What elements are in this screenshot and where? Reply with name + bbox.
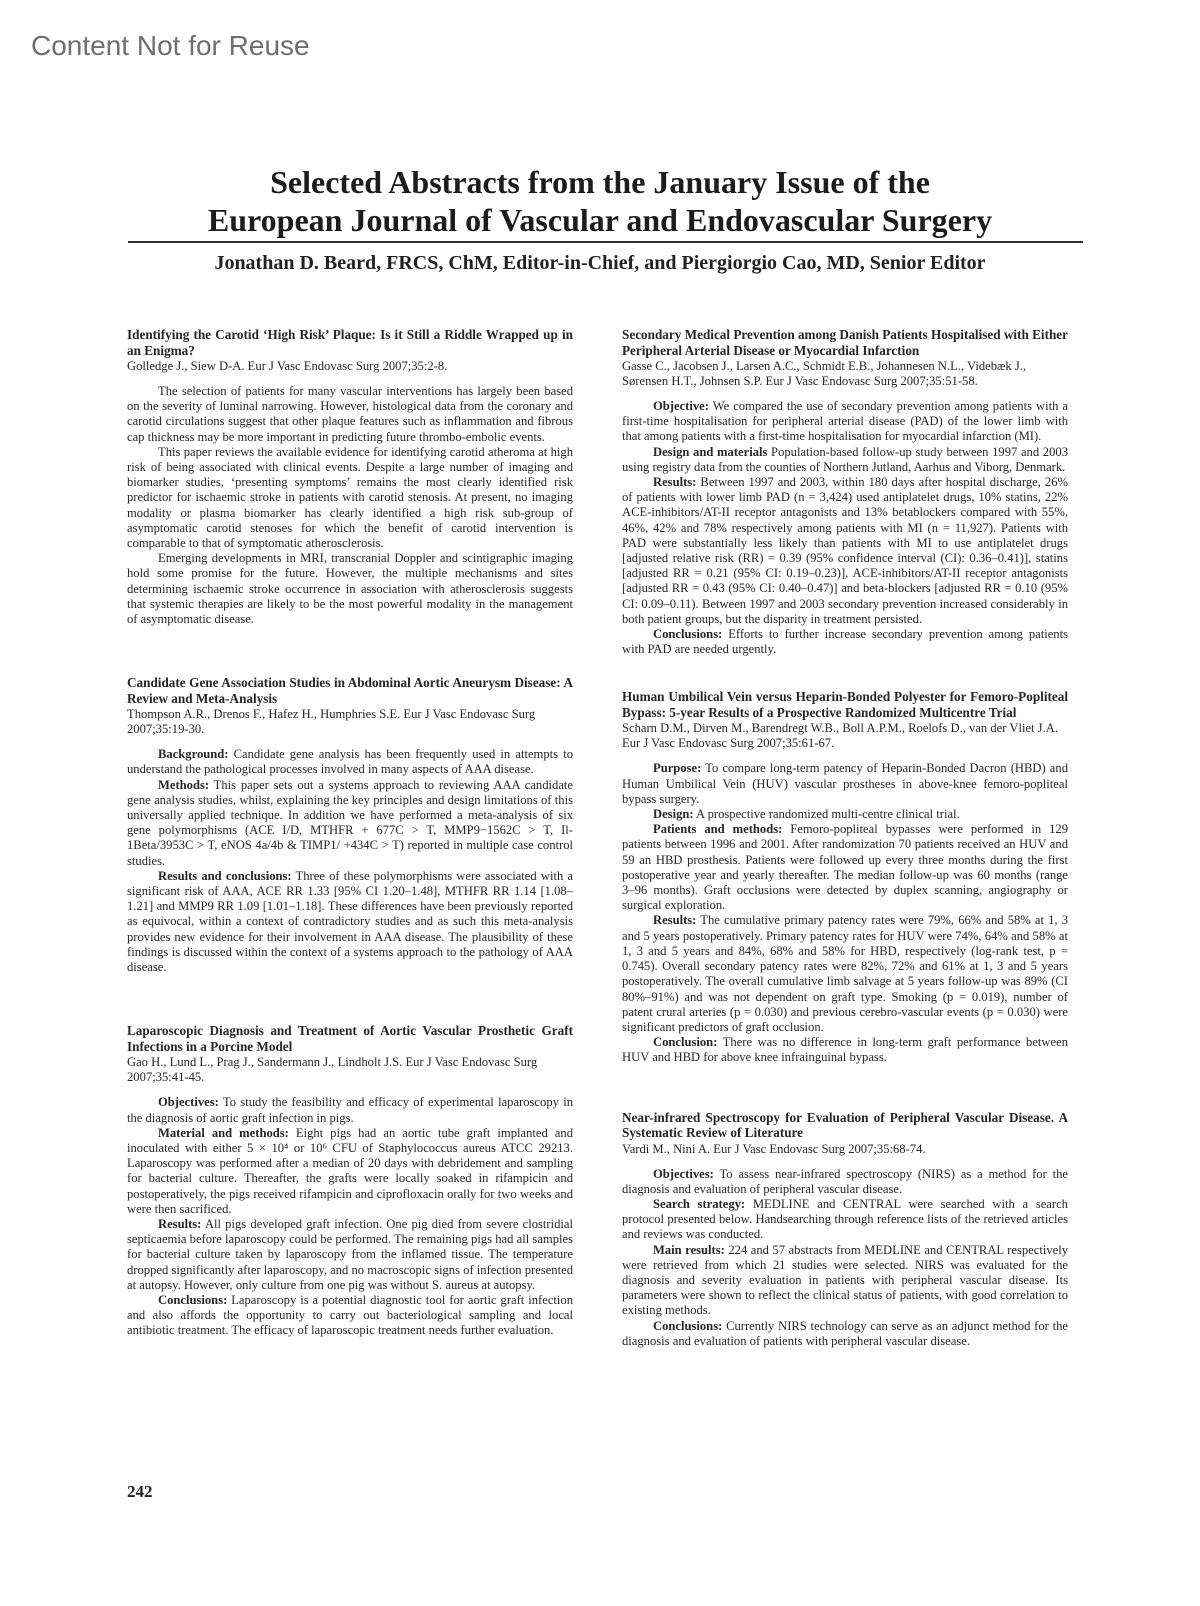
abstract-authors: Scharn D.M., Dirven M., Barendregt W.B., Boll A.P.M., Roelofs D., van der Vliet J.A. Eur J Vasc Endovasc Surg 2007;35:61-67. bbox=[622, 721, 1058, 751]
abstract-paragraph bbox=[622, 475, 1068, 627]
section-text: 224 and 57 abstracts from MEDLINE and CENTRAL respectively were retrieved from which 21 studies were selected. NIRS was evaluated for the diagnosis and severity evaluation in patients with peripheral vascular disease. Its parameters were shown to reflect the clinical status of patients, with good correlation to existing methods. bbox=[622, 1242, 1069, 1318]
section-text: To study the feasibility and efficacy of experimental laparoscopy in the diagnosis of aortic graft infection in pigs. bbox=[127, 1095, 573, 1125]
section-text: Between 1997 and 2003, within 180 days after hospital discharge, 26% of patients with lower limb PAD (n = 3,424) used antiplatelet drugs, 10% statins, 22% ACE-inhibitors/AT-II receptor antagonists and 13% betablockers compared with 55%, 46%, 42% and 78% respectively among patients with MI (n = 11,927). Patients with PAD were substantially less likely than patients with MI to use antiplatelet drugs [adjusted relative risk (RR) = 0.39 (95% confidence interval (CI): 0.36–0.41)], statins [adjusted RR = 0.21 (95% CI: 0.19–0.23)], ACE-inhibitors/AT-II receptor antagonists [adjusted RR = 0.43 (95% CI: 0.40–0.47)] and beta-blockers [adjusted RR = 0.10 (95% CI: 0.09–0.11). Between 1997 and 2003 secondary prevention increased considerably in both patient groups, but the disparity in treatment persisted. bbox=[622, 475, 1068, 626]
section-label: Conclusions: bbox=[158, 1292, 228, 1307]
section-text: MEDLINE and CENTRAL were searched with a search protocol presented below. Handsearching through reference lists of the retrieved articles and reviews was conducted. bbox=[622, 1196, 1068, 1242]
section-text: All pigs developed graft infection. One pig died from severe clostridial septicaemia before laparoscopy could be performed. The remaining pigs had all samples for bacterial culture taken by laparoscopy from the inflamed tissue. The temperature dropped significantly after laparoscopy, and no macroscopic signs of infection presented at autopsy. However, only culture from one pig was without S. aureus at autopsy. bbox=[127, 1216, 573, 1292]
section-label: Material and methods: bbox=[158, 1125, 289, 1140]
abstract-paragraph bbox=[622, 1243, 1068, 1319]
abstract-paragraph: The selection of patients for many vascular interventions has largely been based on the severity of luminal narrowing. However, histological data from the coronary and carotid circulations suggest that other plaque features such as inflammation and fibrous cap thickness may be more important in predicting future thrombo-embolic events. bbox=[127, 384, 573, 444]
section-text: The cumulative primary patency rates were 79%, 66% and 58% at 1, 3 and 5 years postoperatively. Primary patency rates for HUV were 74%, 64% and 58% at 1, 3 and 5 years and 84%, 68% and 58% for HBD, respectively (log-rank test, p = 0.745). Overall secondary patency rates were 82%, 72% and 61% at 1, 3 and 5 years postoperatively. The overall cumulative limb salvage at 5 years follow-up was 89% (CI 80%–91%) and was not dependent on graft type. Smoking (p = 0.019), number of patent crural arteries (p = 0.030) and previous cerebro-vascular events (p = 0.030) were significant predictors of graft occlusion. bbox=[622, 913, 1068, 1034]
section-label: Objectives: bbox=[158, 1095, 219, 1110]
abstract-authors: Vardi M., Nini A. Eur J Vasc Endovasc Surg 2007;35:68-74. bbox=[622, 1141, 926, 1156]
abstract-paragraph bbox=[127, 1095, 573, 1125]
abstract-aaa-gene-association bbox=[127, 675, 573, 975]
section-text: Currently NIRS technology can serve as an adjunct method for the diagnosis and evaluation of patients with peripheral vascular disease. bbox=[622, 1318, 1068, 1348]
section-text: Eight pigs had an aortic tube graft implanted and inoculated with either 5 × 10⁴ or 10⁶ CFU of Staphylococcus aureus ATCC 29213. Laparoscopy was performed after a median of 20 days with debridement and sampling for bacterial culture. Thereafter, the grafts were locally soaked in rifampicin and postoperatively, the pigs received rifampicin and ciprofloxacin orally for two weeks and were then sacrificed. bbox=[127, 1125, 573, 1216]
editors-line: Jonathan D. Beard, FRCS, ChM, Editor-in-Chief, and Piergiorgio Cao, MD, Senior Editor bbox=[214, 252, 986, 274]
section-text: A prospective randomized multi-centre clinical trial. bbox=[693, 807, 960, 822]
abstract-paragraph bbox=[622, 913, 1068, 1035]
abstract-carotid-plaque bbox=[127, 327, 573, 627]
abstract-title: Near-infrared Spectroscopy for Evaluation of Peripheral Vascular Disease. A Systematic Review of Literature bbox=[622, 1109, 1068, 1141]
abstract-paragraph bbox=[622, 627, 1068, 657]
watermark: Content Not for Reuse bbox=[31, 30, 310, 61]
abstract-paragraph bbox=[622, 1319, 1068, 1349]
section-label: Methods: bbox=[158, 777, 210, 792]
section-text: Laparoscopy is a potential diagnostic tool for aortic graft infection and also affords the opportunity to carry out bacteriological sampling and local antibiotic treatment. The efficacy of laparoscopic treatment needs further evaluation. bbox=[127, 1292, 573, 1338]
abstract-paragraph bbox=[622, 822, 1068, 913]
abstract-authors: Gasse C., Jacobsen J., Larsen A.C., Schmidt E.B., Johannesen N.L., Videbæk J., Sørensen H.T., Johnsen S.P. Eur J Vasc Endovasc Surg 2007;35:51-58. bbox=[622, 359, 1027, 388]
section-text: Efforts to further increase secondary prevention among patients with PAD are needed urgently. bbox=[622, 627, 1068, 657]
abstract-authors: Golledge J., Siew D-A. Eur J Vasc Endovasc Surg 2007;35:2-8. bbox=[127, 359, 448, 373]
section-text: We compared the use of secondary prevention among patients with a first-time hospitalisation for peripheral arterial disease (PAD) of the lower limb with that among patients with a first-time hospitalisation for myocardial infarction (MI). bbox=[622, 399, 1068, 444]
abstract-nirs-review bbox=[622, 1110, 1068, 1349]
section-text: Three of these polymorphisms were associated with a significant risk of AAA, ACE RR 1.33 [95% CI 1.20–1.48], MTHFR RR 1.14 [1.08–1.21] and MMP9 RR 1.09 [1.01–1.18]. These differences have been previously reported as equivocal, within a context of contradictory studies and as such this meta-analysis provides new evidence for their involvement in AAA disease. The plausibility of these findings is discussed within the context of a systems approach to the pathology of AAA disease. bbox=[127, 868, 573, 975]
abstract-paragraph: This paper reviews the available evidence for identifying carotid atheroma at high risk of being associated with clinical events. Despite a large number of imaging and biomarker studies, ‘presenting symptoms’ remains the most clearly identified risk predictor for ischaemic stroke in patients with carotid stenosis. At present, no imaging modality or plasma biomarker has clearly identified a high risk sub-group of asymptomatic carotid stenoses for which the benefit of carotid intervention is comparable to that of symptomatic atherosclerosis. bbox=[127, 444, 573, 551]
title-line-2: European Journal of Vascular and Endovascular Surgery bbox=[207, 202, 993, 238]
section-label: Search strategy: bbox=[653, 1196, 746, 1211]
section-label: Main results: bbox=[653, 1242, 725, 1257]
section-label: Conclusions: bbox=[653, 1318, 723, 1333]
abstract-paragraph bbox=[622, 1035, 1068, 1065]
page-title bbox=[0, 163, 1200, 239]
section-text: Femoro-popliteal bypasses were performed in 129 patients between 1996 and 2001. After randomization 70 patients received an HUV and 59 an HBD prosthesis. Patients were followed up every three months during the first postoperative year and yearly thereafter. The median follow-up was 60 months (range 3–96 months). Graft occlusions were detected by duplex scanning, angiography or surgical exploration. bbox=[622, 822, 1068, 913]
section-label: Objectives: bbox=[653, 1166, 714, 1181]
section-text: Population-based follow-up study between 1997 and 2003 using registry data from the counties of Northern Jutland, Aarhus and Viborg, Denmark. bbox=[622, 444, 1068, 474]
abstract-paragraph bbox=[622, 1167, 1068, 1197]
abstract-paragraph bbox=[127, 778, 573, 869]
abstract-umbilical-vein-bypass bbox=[622, 689, 1068, 1065]
abstract-paragraph bbox=[622, 761, 1068, 807]
abstract-paragraph bbox=[127, 1217, 573, 1293]
abstract-paragraph bbox=[622, 1197, 1068, 1243]
section-label: Design and materials bbox=[653, 444, 768, 459]
page-number: 242 bbox=[127, 1482, 153, 1501]
abstract-danish-secondary-prevention bbox=[622, 327, 1068, 657]
section-label: Conclusion: bbox=[653, 1035, 718, 1050]
abstract-laparoscopic-graft-infection bbox=[127, 1023, 573, 1338]
abstract-paragraph bbox=[622, 445, 1068, 475]
section-label: Design: bbox=[653, 807, 694, 822]
section-label: Purpose: bbox=[653, 761, 702, 776]
abstract-title: Laparoscopic Diagnosis and Treatment of Aortic Vascular Prosthetic Graft Infections in a Porcine Model bbox=[127, 1023, 573, 1054]
section-label: Patients and methods: bbox=[653, 822, 783, 837]
right-column bbox=[622, 327, 1068, 1349]
section-label: Results and conclusions: bbox=[158, 868, 292, 883]
abstract-authors: Gao H., Lund L., Prag J., Sandermann J., Lindholt J.S. Eur J Vasc Endovasc Surg 2007;35:41-45. bbox=[127, 1055, 538, 1085]
abstract-paragraph bbox=[622, 399, 1068, 445]
abstract-title: Candidate Gene Association Studies in Abdominal Aortic Aneurysm Disease: A Review and Meta-Analysis bbox=[127, 675, 573, 706]
section-text: To compare long-term patency of Heparin-Bonded Dacron (HBD) and Human Umbilical Vein (HUV) vascular prostheses in above-knee femoro-popliteal bypass surgery. bbox=[622, 761, 1068, 806]
abstract-paragraph bbox=[127, 1293, 573, 1339]
title-line-1: Selected Abstracts from the January Issue of the bbox=[270, 164, 930, 200]
abstract-title: Secondary Medical Prevention among Danish Patients Hospitalised with Either Peripheral Arterial Disease or Myocardial Infarction bbox=[622, 327, 1068, 358]
section-text: To assess near-infrared spectroscopy (NIRS) as a method for the diagnosis and evaluation of peripheral vascular disease. bbox=[622, 1166, 1068, 1196]
section-label: Background: bbox=[158, 747, 229, 762]
title-rule bbox=[128, 241, 1083, 243]
left-column bbox=[127, 327, 573, 1339]
section-label: Objective: bbox=[653, 399, 709, 413]
section-text: Candidate gene analysis has been frequently used in attempts to understand the pathological processes involved in many aspects of AAA disease. bbox=[127, 747, 573, 777]
abstract-paragraph bbox=[127, 747, 573, 777]
abstract-paragraph: Emerging developments in MRI, transcranial Doppler and scintigraphic imaging hold some promise for the future. However, the multiple mechanisms and sites determining ischaemic stroke occurrence in association with atherosclerosis suggests that systemic therapies are likely to be the most powerful modality in the management of asymptomatic disease. bbox=[127, 551, 573, 627]
section-label: Conclusions: bbox=[653, 627, 723, 642]
abstract-title: Identifying the Carotid ‘High Risk’ Plaque: Is it Still a Riddle Wrapped up in an Enigma? bbox=[127, 327, 573, 358]
abstract-title: Human Umbilical Vein versus Heparin-Bonded Polyester for Femoro-Popliteal Bypass: 5-year Results of a Prospective Randomized Multicentre Trial bbox=[622, 689, 1068, 720]
abstract-paragraph bbox=[622, 807, 1068, 822]
abstract-paragraph bbox=[127, 869, 573, 975]
section-text: This paper sets out a systems approach to reviewing AAA candidate gene analysis studies, whilst, explaining the key principles and design limitations of this universally applied technique. In addition we have performed a meta-analysis of six gene polymorphisms (ACE I/D, MTHFR + 677C > T, MMP9−1562C > T, Il-1Beta/3953C > T, eNOS 4a/4b & TIMP1/ +434C > T) reported in multiple case control studies. bbox=[127, 777, 573, 868]
section-label: Results: bbox=[158, 1216, 202, 1231]
abstract-authors: Thompson A.R., Drenos F., Hafez H., Humphries S.E. Eur J Vasc Endovasc Surg 2007;35:19-30. bbox=[127, 707, 536, 737]
section-label: Results: bbox=[653, 475, 697, 490]
section-text: There was no difference in long-term graft performance between HUV and HBD for above knee infrainguinal bypass. bbox=[622, 1035, 1068, 1065]
abstract-paragraph bbox=[127, 1126, 573, 1217]
section-label: Results: bbox=[653, 913, 697, 928]
